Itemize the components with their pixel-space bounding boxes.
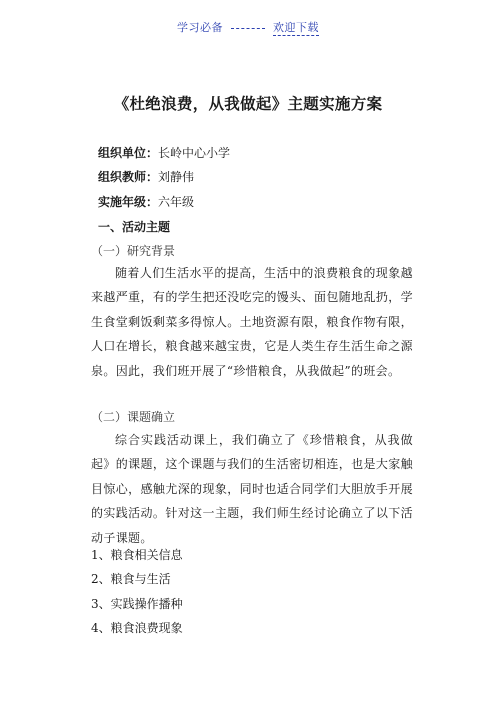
meta-label: 组织单位：	[98, 146, 159, 160]
page-header	[0, 19, 496, 35]
header-right-text: 欢迎下载	[273, 21, 319, 34]
section-heading: 一、活动主题	[98, 220, 171, 234]
meta-value: 长岭中心小学	[158, 146, 231, 160]
subsection-heading-topic: （二）课题确立	[91, 410, 176, 424]
header-separator	[231, 28, 265, 29]
meta-value: 刘静伟	[158, 170, 195, 184]
meta-label: 实施年级：	[98, 195, 159, 209]
meta-organization	[98, 144, 230, 161]
header-left-text: 学习必备	[177, 21, 223, 34]
list-item: 3、实践操作播种	[91, 597, 183, 611]
paragraph-background: 随着人们生活水平的提高，生活中的浪费粮食的现象越来越严重，有的学生把还没吃完的馒头、面包随地乱扔，学生食堂剩饭剩菜多得惊人。土地资源有限，粮食作物有限，人口在增长，粮食越来越宝贵，它是人类生存生活生命之源泉。因此，我们班开展了“珍惜粮食，从我做起”的班会。	[91, 266, 413, 378]
meta-teacher	[98, 168, 194, 185]
subsection-heading-background: （一）研究背景	[91, 244, 176, 258]
list-item: 4、粮食浪费现象	[91, 621, 183, 635]
meta-grade	[98, 193, 194, 210]
list-item: 2、粮食与生活	[91, 572, 171, 586]
meta-label: 组织教师：	[98, 170, 159, 184]
list-item: 1、粮食相关信息	[91, 548, 183, 562]
paragraph-topic: 综合实践活动课上，我们确立了《珍惜粮食，从我做起》的课题，这个课题与我们的生活密切相连，也是大家触目惊心，感触尤深的现象，同时也适合同学们大胆放手开展的实践活动。针对这一主题，我们师生经讨论确立了以下活动子课题。	[91, 433, 413, 545]
meta-value: 六年级	[158, 195, 195, 209]
document-title: 《杜绝浪费，从我做起》主题实施方案	[113, 94, 383, 113]
